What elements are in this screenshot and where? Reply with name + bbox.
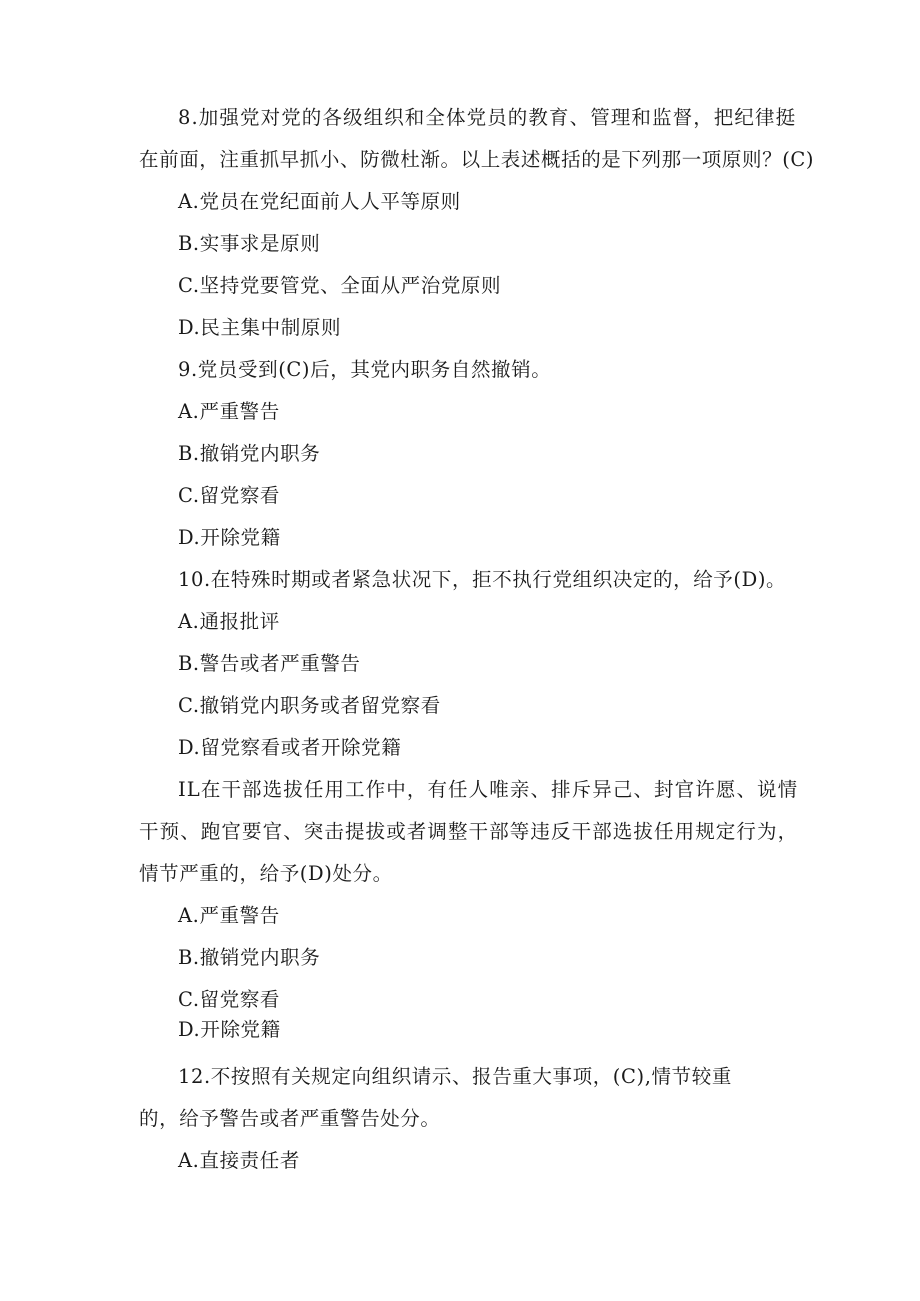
question-11-line-2: 干预、跑官要官、突击提拔或者调整干部等违反干部选拔任用规定行为， <box>139 820 799 843</box>
question-8-option-b: B.实事求是原则 <box>178 232 321 255</box>
question-8-line-2: 在前面，注重抓早抓小、防微杜渐。以上表述概括的是下列那一项原则？(C) <box>139 148 815 171</box>
question-12-option-a: A.直接责任者 <box>178 1149 300 1172</box>
question-11-option-b: B.撤销党内职务 <box>178 946 321 969</box>
question-8-option-a: A.党员在党纪面前人人平等原则 <box>178 190 461 213</box>
question-11-option-a: A.严重警告 <box>178 904 280 927</box>
question-10-option-c: C.撤销党内职务或者留党察看 <box>178 694 441 717</box>
question-11-option-c: C.留党察看 <box>178 988 281 1011</box>
question-12-line-1: 12.不按照有关规定向组织请示、报告重大事项，(C),情节较重 <box>178 1065 732 1088</box>
question-8-option-d: D.民主集中制原则 <box>178 316 342 339</box>
question-9-option-b: B.撤销党内职务 <box>178 442 321 465</box>
question-11-option-d: D.开除党籍 <box>178 1018 281 1041</box>
question-8-line-1: 8.加强党对党的各级组织和全体党员的教育、管理和监督，把纪律挺 <box>178 106 797 129</box>
question-12-line-2: 的，给予警告或者严重警告处分。 <box>139 1107 441 1130</box>
question-10-line-1: 10.在特殊时期或者紧急状况下，拒不执行党组织决定的，给予(D)。 <box>178 568 787 591</box>
question-10-option-d: D.留党察看或者开除党籍 <box>178 736 402 759</box>
question-11-line-1: IL在干部选拔任用工作中，有任人唯亲、排斥异己、封官许愿、说情 <box>178 778 799 801</box>
question-9-option-c: C.留党察看 <box>178 484 281 507</box>
question-10-option-b: B.警告或者严重警告 <box>178 652 361 675</box>
question-9-option-d: D.开除党籍 <box>178 526 281 549</box>
question-8-option-c: C.坚持党要管党、全面从严治党原则 <box>178 274 502 297</box>
question-9-line-1: 9.党员受到(C)后，其党内职务自然撤销。 <box>178 358 552 381</box>
question-11-line-3: 情节严重的，给予(D)处分。 <box>139 862 393 885</box>
question-10-option-a: A.通报批评 <box>178 610 280 633</box>
question-9-option-a: A.严重警告 <box>178 400 280 423</box>
